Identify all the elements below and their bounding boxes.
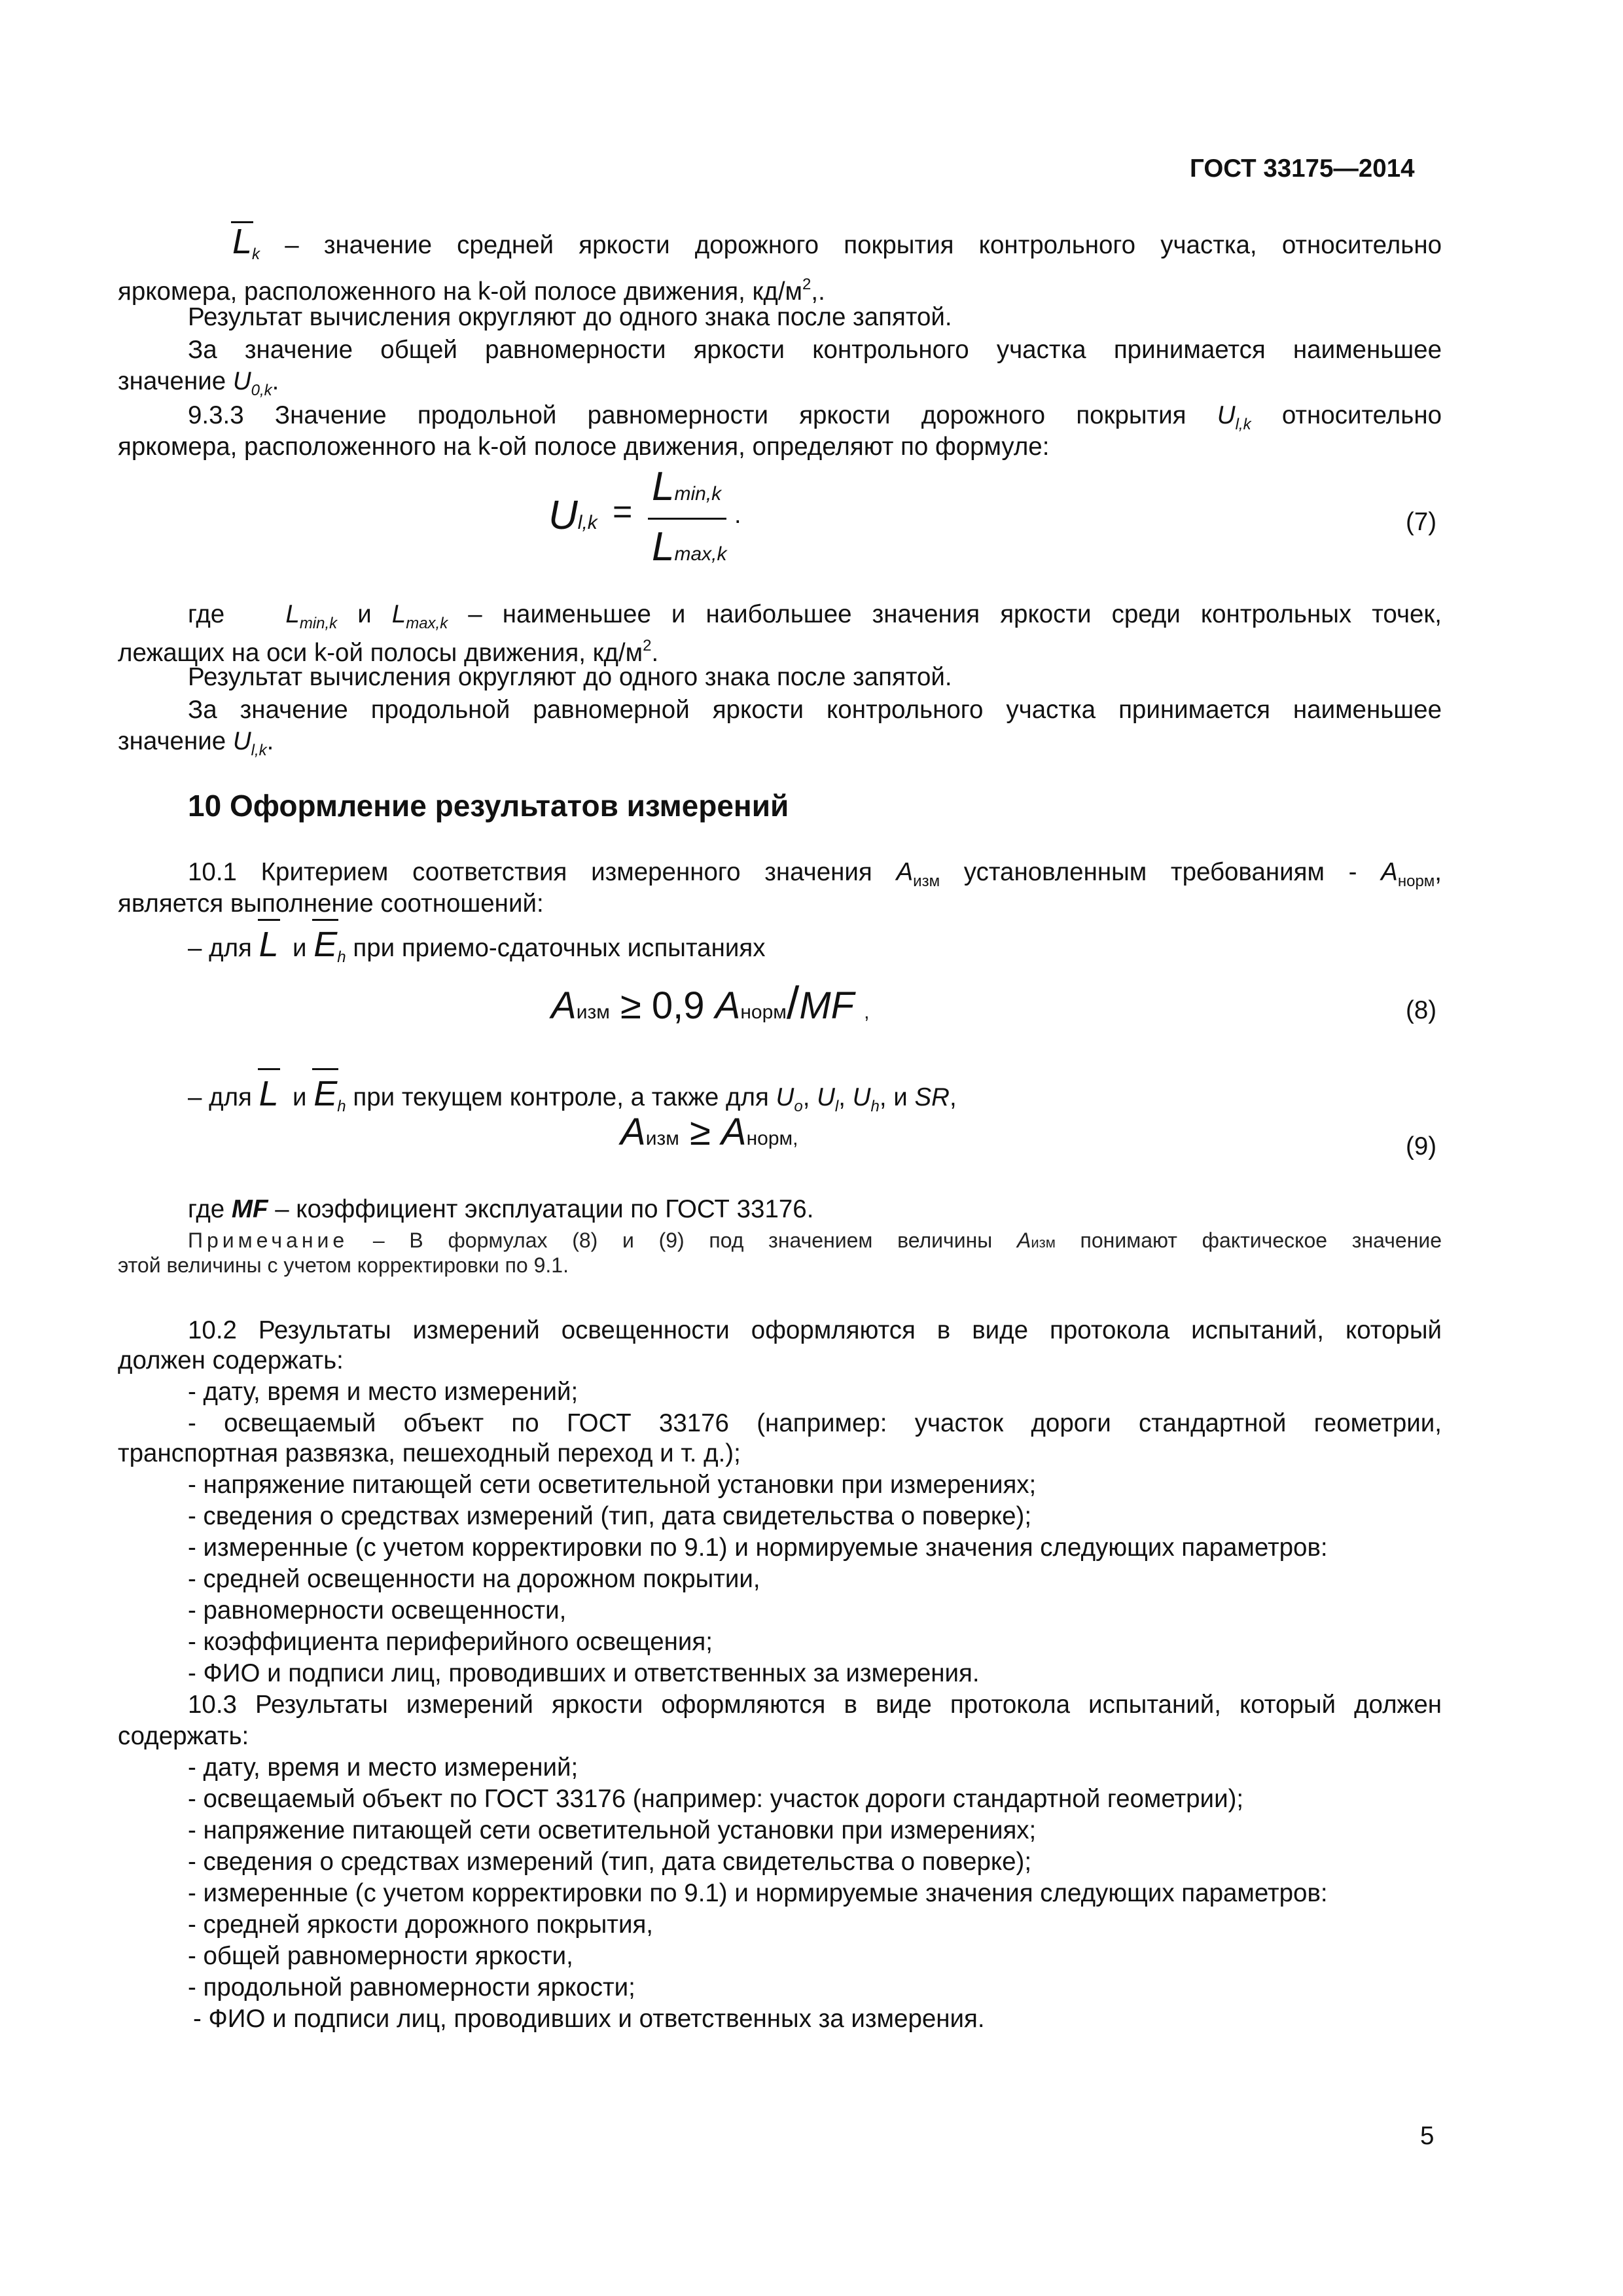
mf-definition: где MF – коэффициент эксплуатации по ГОСТ 33176. (188, 1195, 814, 1223)
section-10-heading: 10 Оформление результатов измерений (188, 789, 789, 823)
formula-9-number: (9) (1406, 1132, 1437, 1160)
formula-8-number: (8) (1406, 996, 1437, 1024)
u0-paragraph-line1: За значение общей равномерности яркости контрольного участка принимается наименьшее (188, 336, 1442, 364)
clause-9-3-3-line1: 9.3.3 Значение продольной равномерности яркости дорожного покрытия $U_{l,k}$ относительно (188, 401, 1442, 433)
formula-8-body: Aизм ≥ 0,9 Aнорм/MF , (551, 977, 870, 1028)
lk-symbol: $L_k$ (232, 222, 260, 263)
note-line2: этой величины с учетом корректировки по 9.1. (118, 1253, 569, 1277)
ul-paragraph-line2: значение $U_{l,k}$. (118, 727, 274, 759)
list-item: - ФИО и подписи лиц, проводивших и ответственных за измерения. (188, 1659, 980, 1687)
rounding-note-1: Результат вычисления округляют до одного знака после запятой. (188, 303, 952, 331)
list-item: - напряжение питающей сети осветительной установки при измерениях; (188, 1816, 1037, 1844)
formula-7-equals: = (613, 493, 633, 531)
list-item: - ФИО и подписи лиц, проводивших и ответственных за измерения. (193, 2005, 985, 2033)
where-7-line1: где $L_{min,k}$ и $L_{max,k}$ – наименьшее и наибольшее значения яркости среди контрольных точек, (188, 600, 1442, 632)
list-item: - средней яркости дорожного покрытия, (188, 1910, 653, 1939)
u0-paragraph-line2: значение $U_{0,k}$. (118, 367, 279, 399)
list-item: - сведения о средствах измерений (тип, дата свидетельства о поверке); (188, 1502, 1032, 1530)
clause-10-2-line2: должен содержать: (118, 1346, 344, 1374)
current-control-line: – для L и $E_h$ при текущем контроле, а также для $U_o$, $U_l$, $U_h$, и SR, (188, 1074, 957, 1115)
clause-10-2-line1: 10.2 Результаты измерений освещенности оформляются в виде протокола испытаний, который (188, 1316, 1442, 1344)
list-item: - общей равномерности яркости, (188, 1942, 573, 1970)
page-number: 5 (1420, 2122, 1435, 2150)
note-line1: Примечание – В формулах (8) и (9) под значением величины Aизм понимают фактическое значение (188, 1229, 1442, 1252)
clause-10-3-line2: содержать: (118, 1722, 249, 1750)
list-item: - напряжение питающей сети осветительной установки при измерениях; (188, 1471, 1037, 1499)
list-item: - измеренные (с учетом корректировки по 9.1) и нормируемые значения следующих параметров: (188, 1534, 1328, 1562)
acceptance-line: – для L и $E_h$ при приемо-сдаточных испытаниях (188, 925, 766, 966)
document-code: ГОСТ 33175—2014 (1190, 154, 1415, 183)
formula-9-body: Aизм ≥ Aнорм, (620, 1111, 798, 1153)
list-item: транспортная развязка, пешеходный переход и т. д.); (118, 1439, 741, 1467)
list-item: - коэффициента периферийного освещения; (188, 1628, 713, 1656)
list-item: - освещаемый объект по ГОСТ 33176 (например: участок дороги стандартной геометрии, (188, 1409, 1442, 1437)
list-item: - продольной равномерности яркости; (188, 1973, 635, 2001)
where-7-line2: лежащих на оси k-ой полосы движения, $кд/м^2$. (118, 637, 659, 667)
clause-10-1-line2: является выполнение соотношений: (118, 889, 544, 918)
clause-9-3-3-line2: яркомера, расположенного на k-ой полосе движения, определяют по формуле: (118, 433, 1050, 461)
formula-7-numerator: Lmin,k (652, 464, 722, 509)
lk-definition-line2: яркомера, расположенного на k-ой полосе движения, $кд/м^2$,. (118, 276, 825, 306)
formula-7-number: (7) (1406, 508, 1437, 536)
formula-7-dot: . (734, 501, 741, 529)
list-item: - дату, время и место измерений; (188, 1753, 579, 1782)
ul-paragraph-line1: За значение продольной равномерной яркости контрольного участка принимается наименьшее (188, 696, 1442, 724)
clause-10-3-line1: 10.3 Результаты измерений яркости оформляются в виде протокола испытаний, который должен (188, 1691, 1442, 1719)
list-item: - сведения о средствах измерений (тип, дата свидетельства о поверке); (188, 1848, 1032, 1876)
clause-10-1-line1: 10.1 Критерием соответствия измеренного значения $A_{изм}$ установленным требованиям - $A_{норм}$, (188, 858, 1442, 890)
rounding-note-2: Результат вычисления округляют до одного знака после запятой. (188, 663, 952, 691)
list-item: - средней освещенности на дорожном покрытии, (188, 1565, 760, 1593)
list-item: - освещаемый объект по ГОСТ 33176 (например: участок дороги стандартной геометрии); (188, 1785, 1244, 1813)
list-item: - равномерности освещенности, (188, 1596, 567, 1624)
list-item: - дату, время и место измерений; (188, 1378, 579, 1406)
list-item: - измеренные (с учетом корректировки по 9.1) и нормируемые значения следующих параметров: (188, 1879, 1328, 1907)
formula-7-fraction-bar (648, 518, 726, 520)
formula-7-lhs: Ul,k (548, 493, 597, 538)
lk-definition-line1: $L_k$ – значение средней яркости дорожного покрытия контрольного участка, относительно (232, 222, 1442, 263)
formula-7-denominator: Lmax,k (652, 524, 727, 569)
